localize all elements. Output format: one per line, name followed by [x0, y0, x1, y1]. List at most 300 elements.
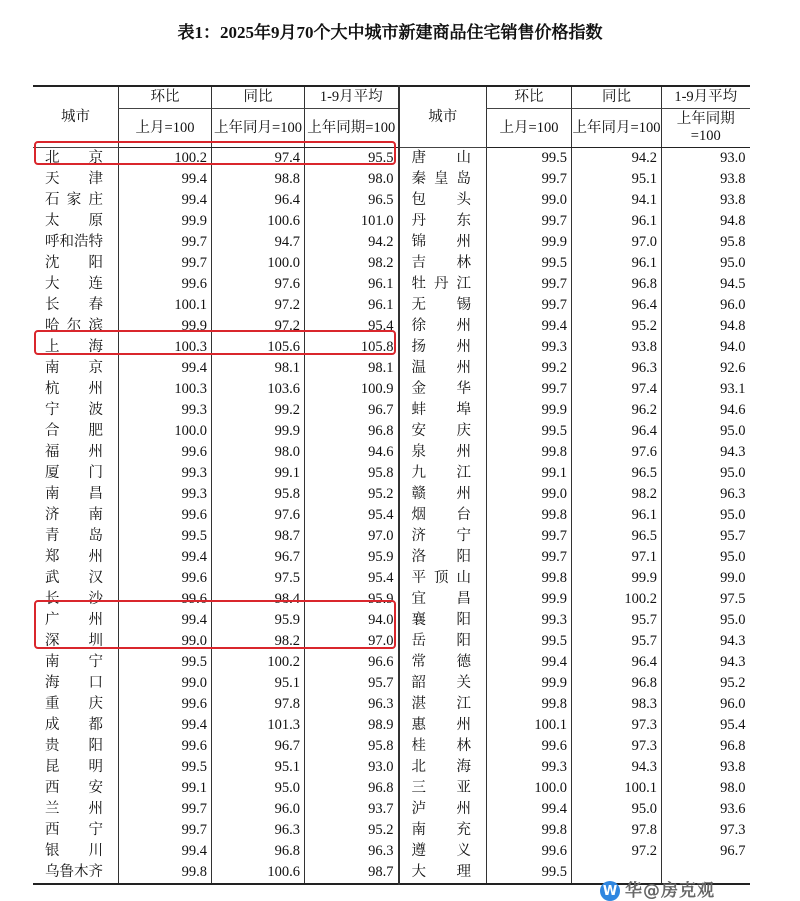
- table-row: [33, 358, 750, 379]
- table-row: [33, 316, 750, 337]
- table-body: [33, 148, 750, 885]
- right-cell-yoy: 97.4: [572, 379, 662, 400]
- cell-name: 重庆: [45, 696, 103, 712]
- right-cell-name: 赣州: [399, 484, 487, 505]
- cell-name: 南京: [45, 360, 103, 376]
- right-cell-name: 烟台: [399, 505, 487, 526]
- cell-yoy: 97.4: [212, 148, 305, 170]
- cell-yoy: 95.9: [212, 610, 305, 631]
- right-cell-avg: 95.8: [662, 232, 750, 253]
- cell-name: 石家庄: [45, 192, 103, 208]
- right-cell-mom: 99.9: [487, 673, 572, 694]
- cell-avg: 95.7: [305, 673, 399, 694]
- right-cell-yoy: 100.2: [572, 589, 662, 610]
- cell-yoy: 100.0: [212, 253, 305, 274]
- header-avg: 1-9月平均: [305, 86, 399, 109]
- right-cell-name: 韶关: [399, 673, 487, 694]
- cell-mom: 99.3: [119, 463, 212, 484]
- cell-avg: 105.8: [305, 337, 399, 358]
- cell-mom: 99.9: [119, 316, 212, 337]
- price-index-table: [33, 85, 750, 885]
- cell-mom: 99.4: [119, 190, 212, 211]
- cell-yoy: 98.1: [212, 358, 305, 379]
- right-cell-mom: 99.7: [487, 211, 572, 232]
- cell-mom: 99.5: [119, 526, 212, 547]
- table-row: [33, 253, 750, 274]
- header-yoy-right: 同比: [572, 86, 662, 109]
- header-mom-base: 上月=100: [119, 109, 212, 148]
- cell-name: 武汉: [45, 570, 103, 586]
- right-cell-yoy: 95.7: [572, 631, 662, 652]
- right-cell-avg: 96.7: [662, 841, 750, 862]
- cell-yoy: 96.8: [212, 841, 305, 862]
- cell-name: 福州: [45, 444, 103, 460]
- cell-name: 宁波: [45, 402, 103, 418]
- right-cell-mom: 100.1: [487, 715, 572, 736]
- right-cell-name: 岳阳: [399, 631, 487, 652]
- right-cell-mom: 99.5: [487, 148, 572, 170]
- cell-yoy: 97.6: [212, 274, 305, 295]
- cell-name: 济南: [45, 507, 103, 523]
- right-cell-yoy: 95.0: [572, 799, 662, 820]
- cell-yoy: 96.3: [212, 820, 305, 841]
- right-cell-yoy: 96.8: [572, 673, 662, 694]
- right-cell-name: 洛阳: [399, 547, 487, 568]
- cell-yoy: 99.2: [212, 400, 305, 421]
- table-row: [33, 841, 750, 862]
- cell-avg: 96.8: [305, 778, 399, 799]
- right-cell-name: 宜昌: [399, 589, 487, 610]
- page-title: 表1：2025年9月70个大中城市新建商品住宅销售价格指数: [177, 23, 603, 42]
- right-cell-mom: 99.0: [487, 484, 572, 505]
- cell-avg: 96.8: [305, 421, 399, 442]
- cell-yoy: 103.6: [212, 379, 305, 400]
- cell-yoy: 100.6: [212, 862, 305, 884]
- cell-mom: 99.6: [119, 568, 212, 589]
- right-cell-name: 蚌埠: [399, 400, 487, 421]
- cell-yoy: 97.5: [212, 568, 305, 589]
- cell-mom: 99.4: [119, 841, 212, 862]
- cell-yoy: 98.4: [212, 589, 305, 610]
- cell-name: 贵阳: [45, 738, 103, 754]
- cell-avg: 95.2: [305, 820, 399, 841]
- cell-yoy: 98.8: [212, 169, 305, 190]
- cell-name: 大连: [45, 276, 103, 292]
- cell-mom: 100.3: [119, 379, 212, 400]
- table-row: [33, 337, 750, 358]
- right-cell-yoy: 94.3: [572, 757, 662, 778]
- right-cell-name: 南充: [399, 820, 487, 841]
- cell-avg: 98.7: [305, 862, 399, 884]
- right-cell-name: 九江: [399, 463, 487, 484]
- right-cell-mom: 99.9: [487, 589, 572, 610]
- header-yoy: 同比: [212, 86, 305, 109]
- right-cell-mom: 99.8: [487, 505, 572, 526]
- cell-name: 成都: [45, 717, 103, 733]
- right-cell-yoy: 95.2: [572, 316, 662, 337]
- header-avg-base-right: 上年同期=100: [662, 109, 750, 148]
- right-cell-mom: 99.0: [487, 190, 572, 211]
- right-cell-name: 唐山: [399, 148, 487, 170]
- table-row: [33, 169, 750, 190]
- header-yoy-base: 上年同月=100: [212, 109, 305, 148]
- right-cell-name: 北海: [399, 757, 487, 778]
- right-cell-mom: 99.7: [487, 547, 572, 568]
- right-cell-mom: 99.8: [487, 694, 572, 715]
- right-cell-mom: 99.8: [487, 820, 572, 841]
- cell-mom: 99.4: [119, 547, 212, 568]
- cell-mom: 100.2: [119, 148, 212, 170]
- cell-yoy: 98.7: [212, 526, 305, 547]
- cell-avg: 100.9: [305, 379, 399, 400]
- right-cell-avg: 95.0: [662, 505, 750, 526]
- right-cell-mom: 99.7: [487, 379, 572, 400]
- right-cell-name: 吉林: [399, 253, 487, 274]
- cell-avg: 95.8: [305, 463, 399, 484]
- right-cell-mom: 99.3: [487, 337, 572, 358]
- cell-avg: 97.0: [305, 526, 399, 547]
- table-row: [33, 820, 750, 841]
- right-cell-yoy: 93.8: [572, 337, 662, 358]
- table-row: [33, 400, 750, 421]
- right-cell-mom: 99.4: [487, 316, 572, 337]
- cell-mom: 99.6: [119, 442, 212, 463]
- right-cell-avg: 94.3: [662, 442, 750, 463]
- cell-avg: 96.5: [305, 190, 399, 211]
- right-cell-yoy: 97.6: [572, 442, 662, 463]
- cell-mom: 99.7: [119, 232, 212, 253]
- right-cell-yoy: 97.8: [572, 820, 662, 841]
- table-row: [33, 526, 750, 547]
- cell-mom: 100.1: [119, 295, 212, 316]
- cell-mom: 99.8: [119, 862, 212, 884]
- table-row: [33, 736, 750, 757]
- cell-mom: 99.1: [119, 778, 212, 799]
- right-cell-yoy: 96.5: [572, 463, 662, 484]
- cell-avg: 98.2: [305, 253, 399, 274]
- header-mom: 环比: [119, 86, 212, 109]
- cell-mom: 99.4: [119, 715, 212, 736]
- cell-avg: 95.5: [305, 148, 399, 170]
- cell-yoy: 100.2: [212, 652, 305, 673]
- right-cell-yoy: 97.1: [572, 547, 662, 568]
- cell-avg: 96.6: [305, 652, 399, 673]
- right-cell-yoy: 96.1: [572, 253, 662, 274]
- right-cell-name: 包头: [399, 190, 487, 211]
- cell-name: 沈阳: [45, 255, 103, 271]
- cell-name: 南昌: [45, 486, 103, 502]
- right-cell-name: 惠州: [399, 715, 487, 736]
- table-row: [33, 610, 750, 631]
- cell-name: 昆明: [45, 759, 103, 775]
- cell-mom: 99.6: [119, 274, 212, 295]
- cell-mom: 99.4: [119, 358, 212, 379]
- cell-mom: 99.6: [119, 505, 212, 526]
- right-cell-avg: 93.8: [662, 169, 750, 190]
- right-cell-avg: 93.8: [662, 757, 750, 778]
- cell-yoy: 98.0: [212, 442, 305, 463]
- right-cell-avg: 96.0: [662, 295, 750, 316]
- right-cell-yoy: 96.3: [572, 358, 662, 379]
- cell-name: 郑州: [45, 549, 103, 565]
- right-cell-yoy: 97.2: [572, 841, 662, 862]
- table-row: [33, 274, 750, 295]
- right-cell-name: 湛江: [399, 694, 487, 715]
- cell-mom: 99.6: [119, 736, 212, 757]
- right-cell-avg: 98.0: [662, 778, 750, 799]
- right-cell-mom: 99.5: [487, 253, 572, 274]
- right-cell-yoy: 96.4: [572, 421, 662, 442]
- right-cell-avg: 95.0: [662, 610, 750, 631]
- right-cell-name: 金华: [399, 379, 487, 400]
- right-cell-avg: 96.3: [662, 484, 750, 505]
- cell-name: 上海: [45, 339, 103, 355]
- cell-avg: 96.3: [305, 694, 399, 715]
- cell-yoy: 96.0: [212, 799, 305, 820]
- right-cell-avg: 94.8: [662, 211, 750, 232]
- table-row: [33, 799, 750, 820]
- right-cell-yoy: 96.1: [572, 505, 662, 526]
- watermark-logo-icon: W: [600, 881, 620, 901]
- cell-mom: 100.0: [119, 421, 212, 442]
- table-row: [33, 190, 750, 211]
- cell-yoy: 99.9: [212, 421, 305, 442]
- right-cell-avg: 94.3: [662, 631, 750, 652]
- cell-avg: 95.4: [305, 505, 399, 526]
- right-cell-yoy: 98.2: [572, 484, 662, 505]
- right-cell-name: 牡丹江: [399, 274, 487, 295]
- right-cell-mom: 99.6: [487, 841, 572, 862]
- right-cell-avg: 95.7: [662, 526, 750, 547]
- cell-name: 长春: [45, 297, 103, 313]
- table-row: [33, 295, 750, 316]
- right-cell-name: 遵义: [399, 841, 487, 862]
- right-cell-mom: 99.5: [487, 862, 572, 884]
- right-cell-avg: 97.3: [662, 820, 750, 841]
- cell-avg: 96.1: [305, 295, 399, 316]
- right-cell-mom: 100.0: [487, 778, 572, 799]
- right-cell-name: 丹东: [399, 211, 487, 232]
- cell-name: 合肥: [45, 423, 103, 439]
- cell-mom: 99.3: [119, 484, 212, 505]
- right-cell-name: 锦州: [399, 232, 487, 253]
- right-cell-mom: 99.1: [487, 463, 572, 484]
- cell-name: 乌鲁木齐: [33, 862, 119, 884]
- cell-mom: 99.6: [119, 589, 212, 610]
- cell-yoy: 97.2: [212, 316, 305, 337]
- cell-avg: 96.3: [305, 841, 399, 862]
- right-cell-name: 安庆: [399, 421, 487, 442]
- table-row: [33, 547, 750, 568]
- cell-name: 广州: [45, 612, 103, 628]
- table-row: [33, 652, 750, 673]
- cell-mom: 99.4: [119, 169, 212, 190]
- cell-avg: 93.7: [305, 799, 399, 820]
- cell-mom: 99.7: [119, 820, 212, 841]
- watermark: [600, 881, 715, 901]
- header-avg-right: 1-9月平均: [662, 86, 750, 109]
- cell-yoy: 95.8: [212, 484, 305, 505]
- cell-yoy: 97.2: [212, 295, 305, 316]
- cell-yoy: 97.6: [212, 505, 305, 526]
- cell-yoy: 99.1: [212, 463, 305, 484]
- cell-avg: 95.4: [305, 316, 399, 337]
- cell-name: 厦门: [45, 465, 103, 481]
- cell-mom: 99.7: [119, 799, 212, 820]
- table-row: [33, 694, 750, 715]
- right-cell-name: 秦皇岛: [399, 169, 487, 190]
- right-cell-yoy: 96.5: [572, 526, 662, 547]
- right-cell-avg: 97.5: [662, 589, 750, 610]
- cell-avg: 98.1: [305, 358, 399, 379]
- cell-yoy: 95.1: [212, 757, 305, 778]
- cell-avg: 101.0: [305, 211, 399, 232]
- right-cell-name: 泉州: [399, 442, 487, 463]
- cell-avg: 97.0: [305, 631, 399, 652]
- cell-mom: 100.3: [119, 337, 212, 358]
- right-cell-yoy: 94.2: [572, 148, 662, 170]
- cell-mom: 99.5: [119, 757, 212, 778]
- cell-name: 哈尔滨: [45, 318, 103, 334]
- cell-avg: 94.6: [305, 442, 399, 463]
- cell-mom: 99.3: [119, 400, 212, 421]
- right-cell-name: 徐州: [399, 316, 487, 337]
- cell-yoy: 95.1: [212, 673, 305, 694]
- right-cell-yoy: 100.1: [572, 778, 662, 799]
- table-row: [33, 778, 750, 799]
- cell-mom: 99.0: [119, 673, 212, 694]
- right-cell-yoy: 98.3: [572, 694, 662, 715]
- cell-yoy: 96.7: [212, 736, 305, 757]
- table-row: [33, 715, 750, 736]
- right-cell-yoy: 96.1: [572, 211, 662, 232]
- cell-mom: 99.6: [119, 694, 212, 715]
- right-cell-yoy: 99.9: [572, 568, 662, 589]
- right-cell-name: 大理: [399, 862, 487, 884]
- right-cell-avg: 93.8: [662, 190, 750, 211]
- right-cell-yoy: 96.4: [572, 652, 662, 673]
- header-avg-base: 上年同期=100: [305, 109, 399, 148]
- header-yoy-base-right: 上年同月=100: [572, 109, 662, 148]
- cell-name: 深圳: [45, 633, 103, 649]
- table-row: [33, 484, 750, 505]
- right-cell-mom: 99.4: [487, 652, 572, 673]
- right-cell-mom: 99.5: [487, 421, 572, 442]
- right-cell-mom: 99.7: [487, 274, 572, 295]
- cell-avg: 94.2: [305, 232, 399, 253]
- right-cell-name: 泸州: [399, 799, 487, 820]
- right-cell-avg: 93.6: [662, 799, 750, 820]
- right-cell-mom: 99.2: [487, 358, 572, 379]
- right-cell-avg: 99.0: [662, 568, 750, 589]
- right-cell-avg: 95.0: [662, 253, 750, 274]
- cell-name: 西安: [45, 780, 103, 796]
- cell-name: 太原: [45, 213, 103, 229]
- table-row: [33, 757, 750, 778]
- table-row: [33, 442, 750, 463]
- table-row: [33, 505, 750, 526]
- right-cell-yoy: 95.1: [572, 169, 662, 190]
- right-cell-avg: 94.5: [662, 274, 750, 295]
- cell-name: 天津: [45, 171, 103, 187]
- cell-name: 长沙: [45, 591, 103, 607]
- cell-name: 北京: [45, 150, 103, 166]
- table-row: [33, 232, 750, 253]
- cell-avg: 96.1: [305, 274, 399, 295]
- right-cell-mom: 99.3: [487, 610, 572, 631]
- cell-mom: 99.7: [119, 253, 212, 274]
- right-cell-yoy: 97.3: [572, 736, 662, 757]
- right-cell-avg: 94.8: [662, 316, 750, 337]
- table-row: [33, 589, 750, 610]
- cell-name: 青岛: [45, 528, 103, 544]
- cell-name: 南宁: [45, 654, 103, 670]
- cell-mom: 99.4: [119, 610, 212, 631]
- cell-avg: 95.9: [305, 589, 399, 610]
- right-cell-avg: 96.8: [662, 736, 750, 757]
- right-cell-mom: 99.6: [487, 736, 572, 757]
- right-cell-mom: 99.9: [487, 400, 572, 421]
- right-cell-avg: 95.0: [662, 547, 750, 568]
- right-cell-name: 济宁: [399, 526, 487, 547]
- header-mom-base-right: 上月=100: [487, 109, 572, 148]
- right-cell-mom: 99.8: [487, 568, 572, 589]
- cell-yoy: 101.3: [212, 715, 305, 736]
- table-row: [33, 568, 750, 589]
- right-cell-avg: 94.6: [662, 400, 750, 421]
- right-cell-name: 温州: [399, 358, 487, 379]
- right-cell-yoy: 94.1: [572, 190, 662, 211]
- cell-name: 银川: [45, 843, 103, 859]
- table-row: [33, 673, 750, 694]
- right-cell-yoy: 95.7: [572, 610, 662, 631]
- cell-avg: 95.8: [305, 736, 399, 757]
- cell-yoy: 96.7: [212, 547, 305, 568]
- table-row: [33, 631, 750, 652]
- right-cell-name: 三亚: [399, 778, 487, 799]
- cell-yoy: 95.0: [212, 778, 305, 799]
- cell-avg: 95.2: [305, 484, 399, 505]
- right-cell-name: 襄阳: [399, 610, 487, 631]
- right-cell-avg: 96.0: [662, 694, 750, 715]
- right-cell-mom: 99.7: [487, 295, 572, 316]
- cell-name: 海口: [45, 675, 103, 691]
- table-row: [33, 421, 750, 442]
- right-cell-name: 无锡: [399, 295, 487, 316]
- cell-yoy: 100.6: [212, 211, 305, 232]
- cell-avg: 95.9: [305, 547, 399, 568]
- cell-yoy: 98.2: [212, 631, 305, 652]
- cell-yoy: 94.7: [212, 232, 305, 253]
- cell-avg: 98.0: [305, 169, 399, 190]
- cell-mom: 99.0: [119, 631, 212, 652]
- right-cell-yoy: 97.0: [572, 232, 662, 253]
- table-row: [33, 463, 750, 484]
- cell-avg: 94.0: [305, 610, 399, 631]
- cell-avg: 98.9: [305, 715, 399, 736]
- table-row: [33, 148, 750, 170]
- cell-mom: 99.5: [119, 652, 212, 673]
- header-city-right: 城市: [399, 86, 487, 148]
- table-row: [33, 211, 750, 232]
- right-cell-avg: 93.1: [662, 379, 750, 400]
- cell-avg: 96.7: [305, 400, 399, 421]
- right-cell-avg: 95.2: [662, 673, 750, 694]
- right-cell-name: 常德: [399, 652, 487, 673]
- watermark-text: 华@房克观: [625, 881, 715, 901]
- cell-yoy: 97.8: [212, 694, 305, 715]
- cell-yoy: 96.4: [212, 190, 305, 211]
